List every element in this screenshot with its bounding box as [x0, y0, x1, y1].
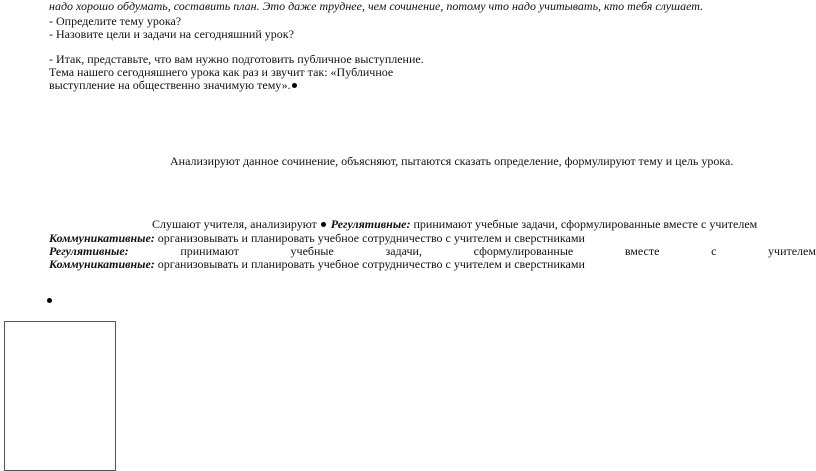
- uud-line-4: [49, 258, 585, 270]
- intro-line-6: [49, 79, 299, 91]
- regulative-text: принимают учебные задачи, сформулированные вместе с учителем: [413, 217, 758, 231]
- bullet-dot-icon: [47, 298, 52, 303]
- image-frame: [4, 321, 116, 471]
- communicative-label: Коммуникативные:: [49, 231, 155, 245]
- communicative-text: организовывать и планировать учебное сотрудничество с учителем и сверстниками: [157, 231, 585, 245]
- reg2-word: с: [711, 244, 717, 258]
- communicative-text-2: организовывать и планировать учебное сотрудничество с учителем и сверстниками: [157, 257, 585, 271]
- communicative-label-2: Коммуникативные:: [49, 257, 155, 271]
- reg2-word: учебные: [290, 244, 334, 258]
- reg2-word: сформулированные: [473, 244, 574, 258]
- reg2-word: вместе: [624, 244, 660, 258]
- uud-line-2: [49, 232, 585, 244]
- intro-line-2: - Определите тему урока?: [49, 14, 182, 28]
- reg2-word: принимают: [180, 244, 239, 258]
- reg2-word: задачи,: [385, 244, 422, 258]
- bullet-dot-icon: [321, 222, 326, 227]
- intro-line-5: Тема нашего сегодняшнего урока как раз и звучит так: «Публичное: [49, 65, 394, 79]
- uud-line-1: [152, 218, 757, 230]
- intro-line-6-text: выступление на общественно значимую тему».: [49, 78, 291, 92]
- intro-line-3: - Назовите цели и задачи на сегодняшний урок?: [49, 27, 294, 41]
- regulative-label-2: Регулятивные:: [49, 244, 129, 258]
- intro-line-1: надо хорошо обдумать, составить план. Это даже труднее, чем сочинение, потому что надо учитывать, кто тебя слушает.: [49, 0, 704, 13]
- listen-text: Слушают учителя, анализируют: [152, 217, 317, 231]
- uud-line-3: [49, 245, 816, 257]
- bullet-dot-icon: [292, 83, 297, 88]
- reg2-word: учителем: [768, 244, 816, 258]
- regulative-label: Регулятивные:: [330, 217, 411, 231]
- analysis-text: Анализируют данное сочинение, объясняют, пытаются сказать определение, формулируют тему и цель урока.: [170, 154, 734, 168]
- intro-line-4: - Итак, представьте, что вам нужно подготовить публичное выступление.: [49, 52, 424, 66]
